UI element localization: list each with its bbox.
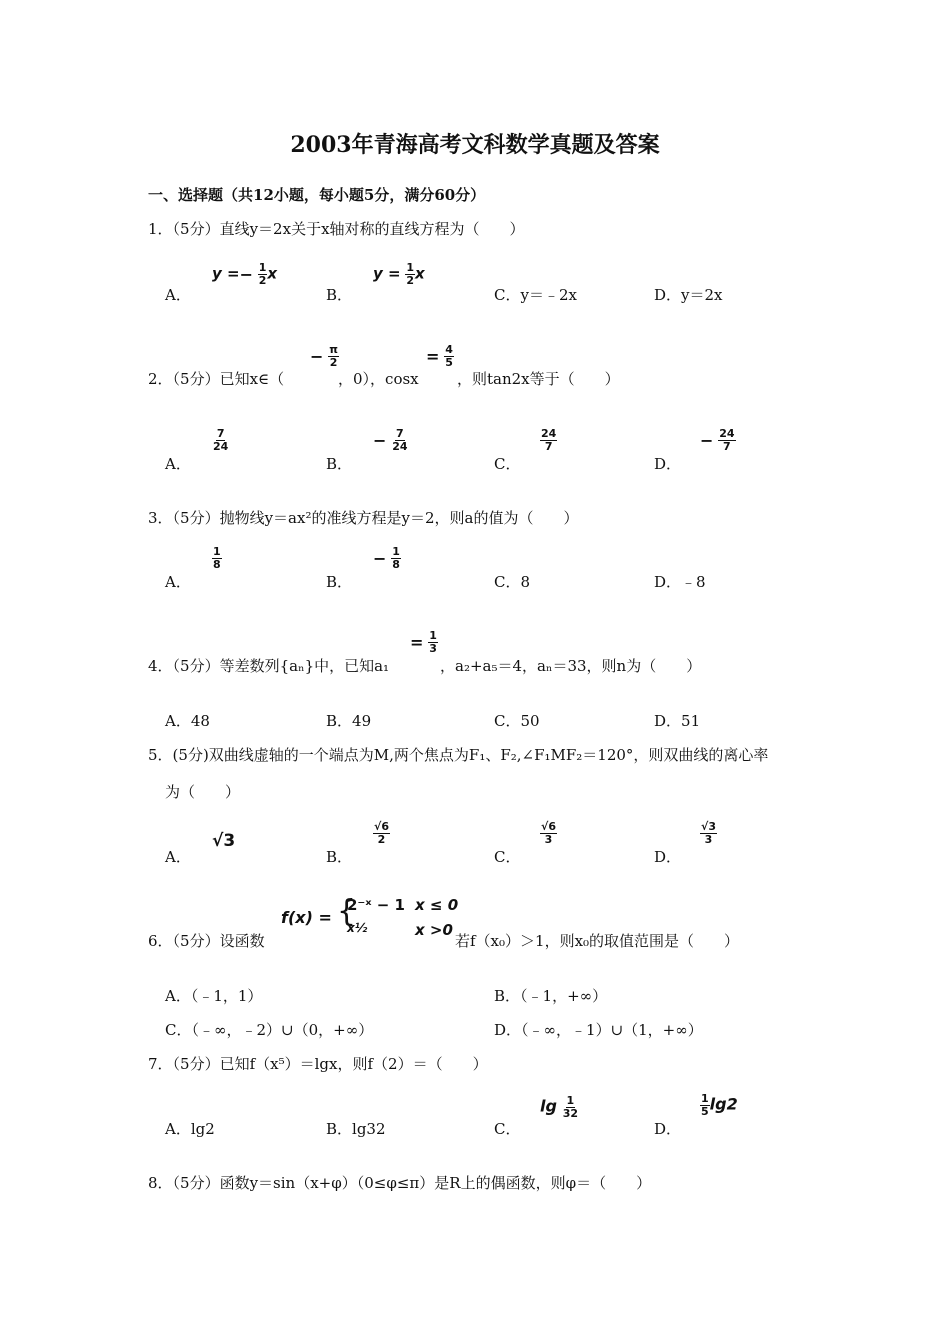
q5-option-b-formula [373, 821, 390, 846]
q1-b-lhs: y = [373, 264, 401, 283]
q6-option-a: A．（﹣1，1） [165, 987, 263, 1005]
q2-d-den: 7 [723, 440, 731, 453]
q2-option-b-formula [373, 428, 409, 453]
q3-option-d: D．﹣8 [654, 573, 706, 591]
q7-c-den: 32 [562, 1107, 579, 1120]
q2-interval-fraction [310, 344, 339, 369]
q2-option-b-label: B． [326, 455, 353, 473]
q5-option-d-label: D． [654, 848, 682, 866]
q2-option-c-formula [540, 428, 557, 453]
q3-a-den: 8 [213, 558, 221, 571]
q7-d-post: lg2 [709, 1094, 738, 1114]
q4-a1-den: 3 [429, 642, 437, 655]
q5-option-c-label: C． [494, 848, 521, 866]
q6-case1: 2⁻ˣ − 1 [347, 896, 405, 914]
q2-c-den: 7 [544, 440, 553, 453]
q1-a-fraction [258, 262, 268, 287]
q2-b-sign: − [373, 431, 387, 450]
q7-option-c-label: C． [494, 1120, 521, 1138]
q3-b-den: 8 [392, 558, 400, 571]
q1-option-d: D．y＝2x [654, 286, 723, 304]
q5-option-d-formula [700, 821, 717, 846]
q1-b-num: 1 [406, 261, 415, 274]
q1-b-var: x [415, 264, 425, 283]
q1-option-a-label: A． [165, 286, 191, 304]
q5-b-den: 2 [377, 833, 386, 846]
q6-option-c: C．（﹣∞，﹣2）∪（0，+∞） [165, 1021, 374, 1039]
q1-option-b-label: B． [326, 286, 353, 304]
q4-a1-fraction [428, 630, 438, 655]
q2-cos-value [426, 344, 454, 369]
q2-b-fraction [391, 428, 408, 453]
q7-option-d-label: D． [654, 1120, 682, 1138]
q5-c-num: √6 [541, 820, 556, 833]
q3-b-num: 1 [392, 545, 400, 558]
q2-option-d-formula [700, 428, 736, 453]
q1-a-sign: − [239, 265, 253, 284]
q2-option-a-formula [212, 428, 229, 453]
question-6-part1: 6．（5分）设函数 [148, 932, 265, 950]
q2-option-c-label: C． [494, 455, 521, 473]
q7-d-den: 5 [701, 1105, 709, 1118]
q3-a-fraction [212, 546, 222, 571]
q2-option-a-label: A． [165, 455, 191, 473]
q3-b-fraction [391, 546, 401, 571]
q5-c-den: 3 [544, 833, 553, 846]
q5-option-c-formula [540, 821, 557, 846]
q7-d-num: 1 [701, 1092, 709, 1105]
question-4-part1: 4．（5分）等差数列{aₙ}中，已知a₁ [148, 657, 390, 675]
question-7-stem: 7．（5分）已知f（x⁵）＝lgx，则f（2）＝（ ） [148, 1055, 488, 1073]
q5-d-fraction [700, 821, 717, 846]
q1-option-a-formula [212, 262, 277, 287]
q2-c-num: 24 [541, 427, 557, 440]
page-title: 2003年青海高考文科数学真题及答案 [290, 132, 660, 158]
q4-option-b: B．49 [326, 712, 372, 730]
q6-fx: f(x) = [281, 908, 332, 927]
q1-option-b-formula [373, 262, 425, 287]
q2-b-den: 24 [392, 440, 408, 453]
q3-option-c: C．8 [494, 573, 531, 591]
q4-a1-num: 1 [429, 629, 437, 642]
q1-a-var: x [267, 264, 278, 283]
q7-c-pre: lg [540, 1096, 557, 1116]
question-2-part2: ，0），cosx [338, 370, 419, 388]
q2-d-num: 24 [719, 427, 735, 440]
q1-a-num: 1 [258, 261, 267, 274]
q6-option-b: B．（﹣1，+∞） [494, 987, 608, 1005]
question-2-part1: 2．（5分）已知x∈（ [148, 370, 285, 388]
q1-a-lhs: y = [212, 264, 240, 283]
q6-cond1: x ≤ 0 [415, 896, 459, 914]
q6-cond2: x >0 [415, 921, 453, 939]
q1-b-den: 2 [406, 274, 415, 287]
q4-option-a: A．48 [165, 712, 210, 730]
q4-option-d: D．51 [654, 712, 701, 730]
q6-option-d: D．（﹣∞，﹣1）∪（1，+∞） [494, 1021, 703, 1039]
q1-a-den: 2 [258, 274, 267, 287]
q2-c-fraction [540, 428, 557, 453]
q2-a-den: 24 [213, 440, 229, 453]
q2-b-num: 7 [396, 427, 404, 440]
q7-option-b: B．lg32 [326, 1120, 386, 1138]
q2-interval-sign: − [310, 347, 324, 366]
question-8-stem: 8．（5分）函数y＝sin（x+φ）（0≤φ≤π）是R上的偶函数，则φ＝（ ） [148, 1174, 652, 1192]
q3-option-a-label: A． [165, 573, 191, 591]
q7-option-c-formula [540, 1095, 579, 1120]
q2-a-fraction [212, 428, 229, 453]
q7-option-d-formula [700, 1093, 738, 1118]
q5-d-den: 3 [704, 833, 713, 846]
question-5-line2: 为（ ） [165, 783, 241, 801]
question-2-part3: ，则tan2x等于（ ） [457, 370, 620, 388]
q4-option-c: C．50 [494, 712, 540, 730]
q5-b-num: √6 [374, 820, 389, 833]
question-1-stem: 1．（5分）直线y＝2x关于x轴对称的直线方程为（ ） [148, 220, 525, 238]
question-4-part2: ，a₂+a₅＝4，aₙ＝33，则n为（ ） [440, 657, 702, 675]
q2-cos-den: 5 [445, 356, 453, 369]
q7-option-a: A．lg2 [165, 1120, 215, 1138]
section-heading: 一、选择题（共12小题，每小题5分，满分60分） [148, 186, 486, 204]
q5-c-fraction [540, 821, 557, 846]
q2-cos-num: 4 [445, 343, 453, 356]
question-5-line1: 5．(5分)双曲线虚轴的一个端点为M,两个焦点为F₁、F₂,∠F₁MF₂＝120°，则双曲线的离心率 [148, 746, 769, 764]
q7-c-fraction [562, 1095, 579, 1120]
q3-a-num: 1 [213, 545, 221, 558]
question-6-part2: 若f（x₀）＞1，则x₀的取值范围是（ ） [455, 932, 740, 950]
q1-b-fraction [405, 262, 415, 287]
q4-a1-eq: = [410, 633, 424, 652]
q2-pi-over-2 [328, 344, 339, 369]
q2-d-fraction [718, 428, 735, 453]
q3-option-a-formula [212, 546, 222, 571]
q2-d-sign: − [700, 431, 714, 450]
q2-a-num: 7 [216, 427, 225, 440]
q1-option-c: C．y＝﹣2x [494, 286, 577, 304]
q5-option-b-label: B． [326, 848, 353, 866]
q2-pi-den: 2 [329, 356, 338, 369]
q5-b-fraction [373, 821, 390, 846]
q7-c-num: 1 [566, 1094, 575, 1107]
q3-option-b-label: B． [326, 573, 353, 591]
q4-a1-value [410, 630, 438, 655]
q3-b-sign: − [373, 549, 387, 568]
q2-option-d-label: D． [654, 455, 682, 473]
q3-option-b-formula [373, 546, 401, 571]
q6-brace: { [337, 894, 357, 929]
q7-d-fraction [700, 1093, 710, 1118]
question-3-stem: 3．（5分）抛物线y＝ax²的准线方程是y＝2，则a的值为（ ） [148, 509, 579, 527]
q5-option-a-label: A． [165, 848, 191, 866]
q6-case2: x½ [347, 921, 368, 935]
q5-d-num: √3 [701, 820, 716, 833]
q2-cos-eq: = [426, 347, 440, 366]
q2-pi-num: π [329, 343, 338, 356]
q2-cos-fraction [444, 344, 454, 369]
q5-option-a-formula: √3 [212, 831, 236, 851]
